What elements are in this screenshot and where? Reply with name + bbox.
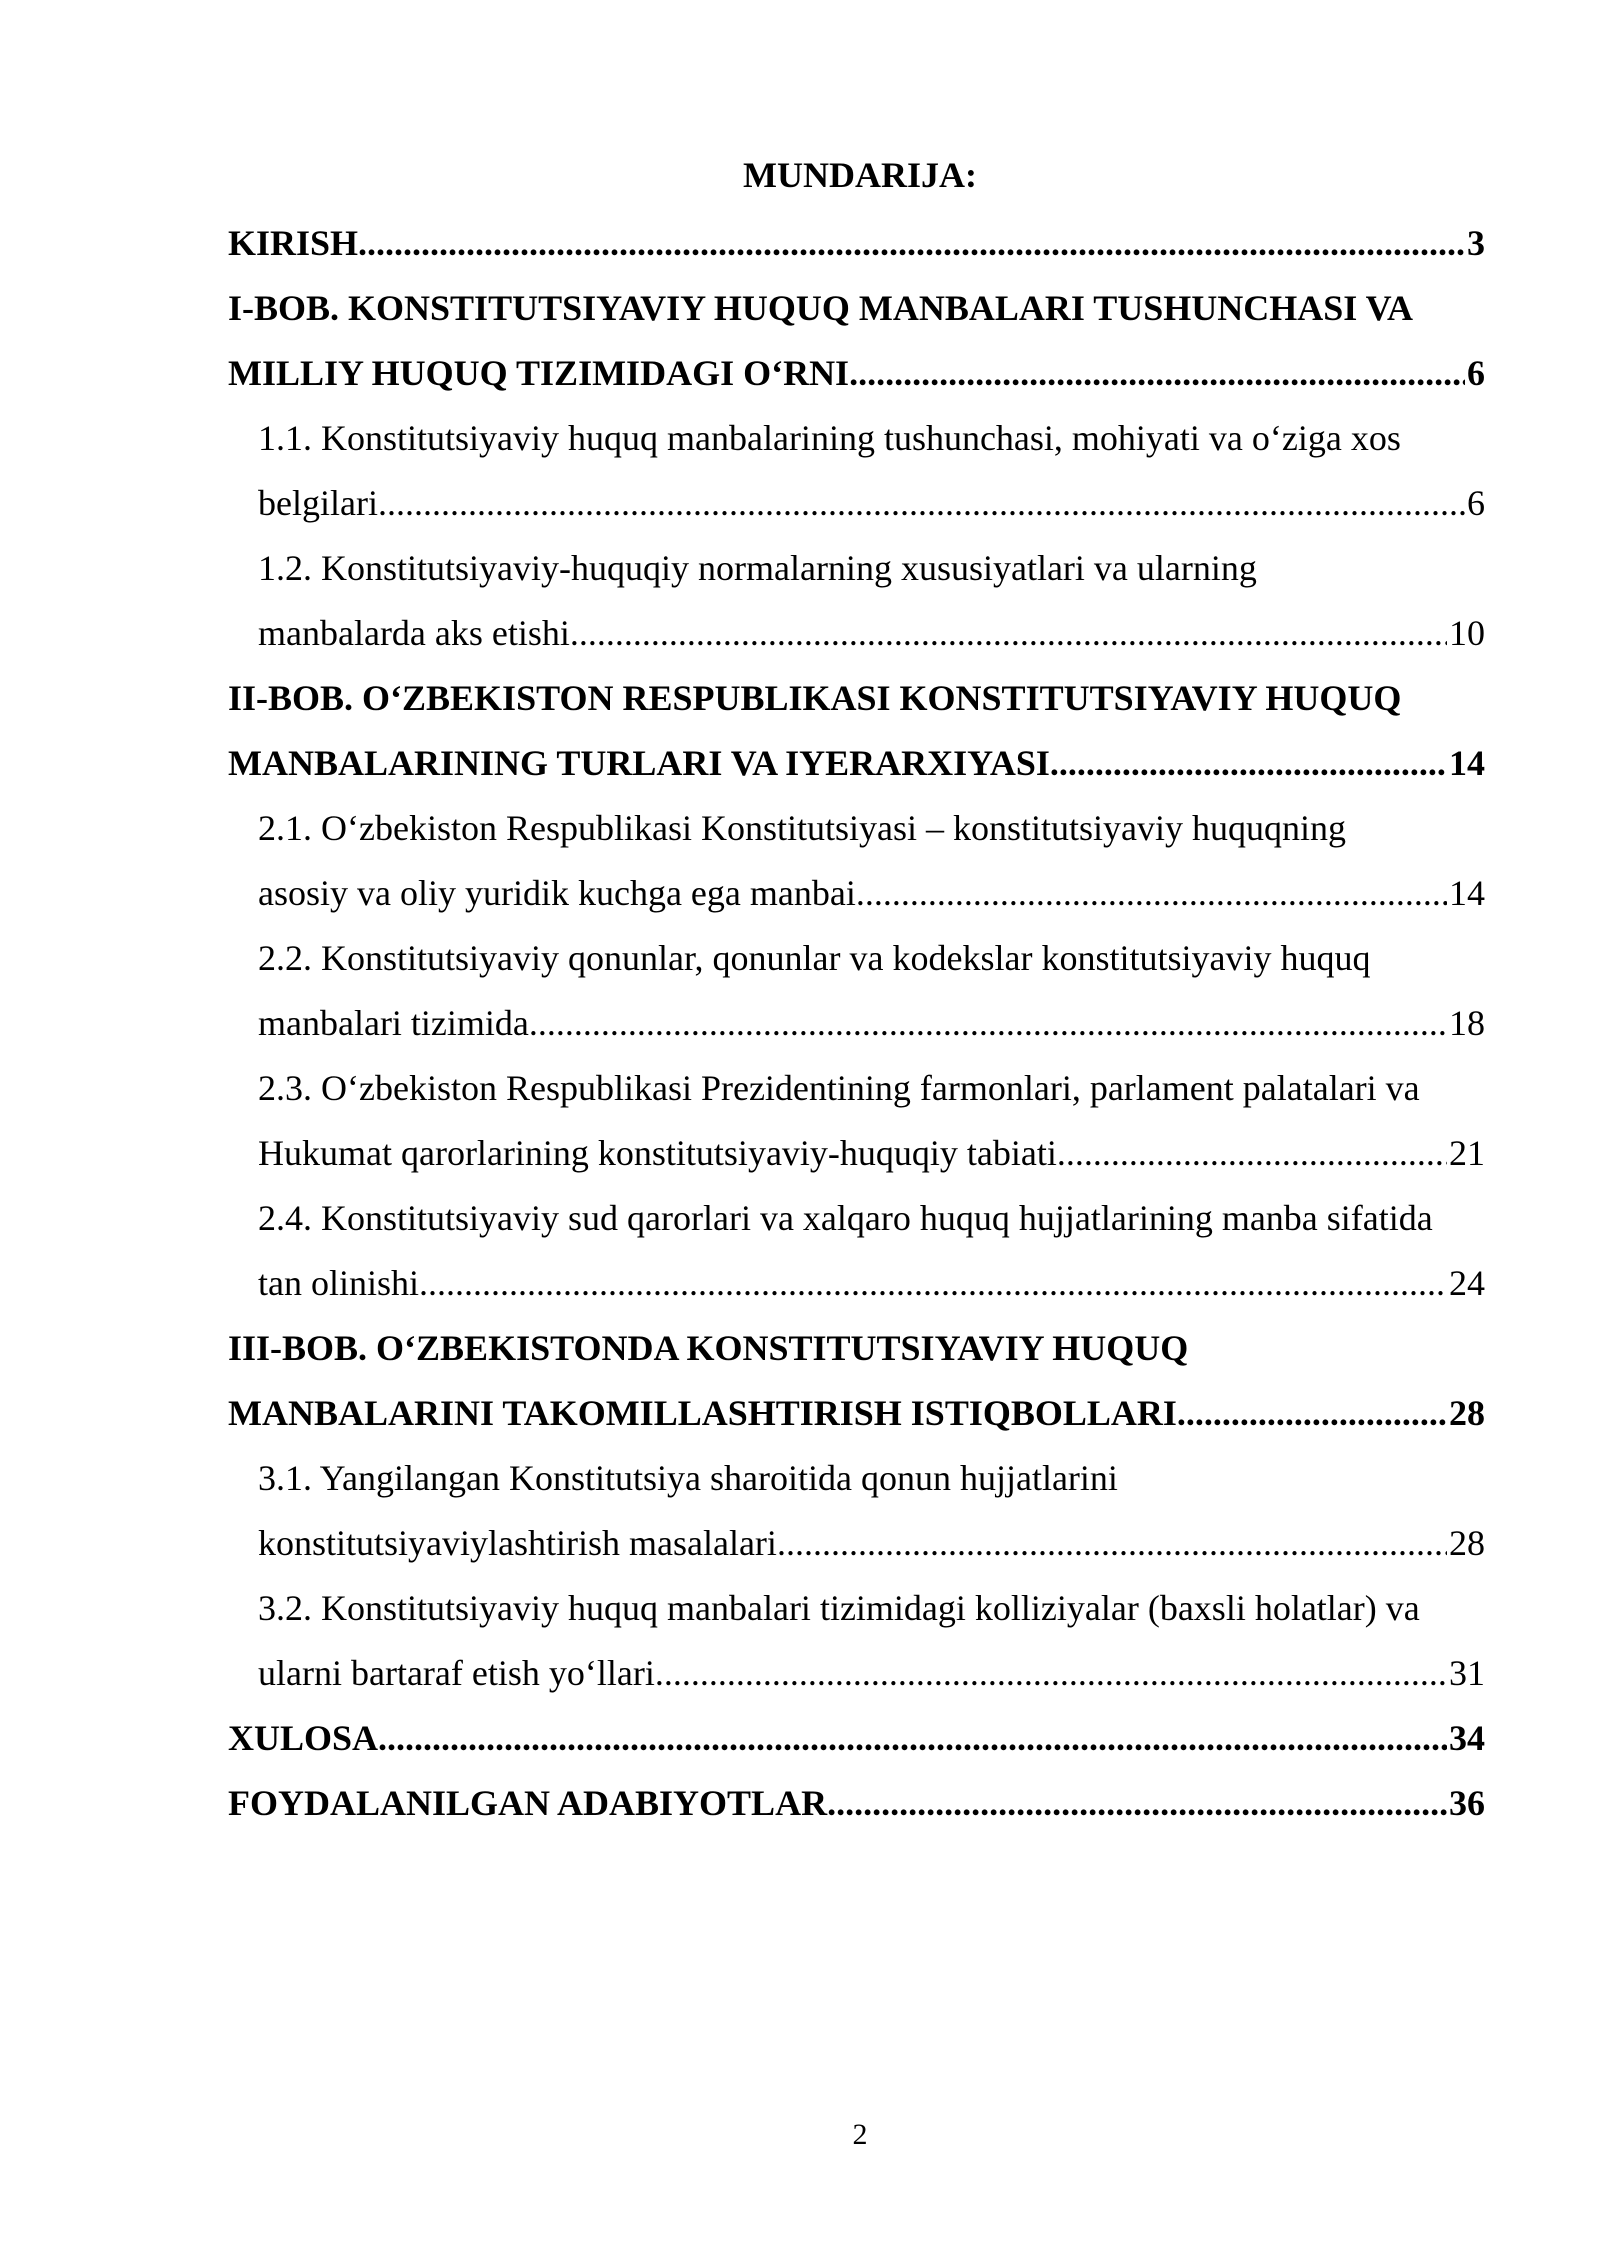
- toc-page-number: 28: [1449, 1523, 1485, 1563]
- toc-entry-last-line: [258, 1121, 1485, 1186]
- toc-section-entry: [228, 926, 1485, 1056]
- toc-entry-title-line: 1.1. Konstitutsiyaviy huquq manbalarining tushunchasi, mohiyati va o‘ziga xos: [258, 418, 1401, 458]
- dot-leader: [1057, 1121, 1447, 1186]
- toc-entry-last-line: [258, 1511, 1485, 1576]
- toc-title: MUNDARIJA:: [743, 155, 977, 195]
- toc-entry-last-line: [228, 731, 1485, 796]
- toc-entry-title-end: ularni bartaraf etish yo‘llari: [258, 1653, 655, 1693]
- toc-page-number: 6: [1467, 353, 1485, 393]
- toc-entry-last-line: [258, 991, 1485, 1056]
- toc-section-entry: [228, 1446, 1485, 1576]
- dot-leader: [777, 1511, 1447, 1576]
- toc-chapter-entry: [228, 211, 1485, 276]
- page-number: 2: [852, 2118, 868, 2151]
- toc-chapter-entry: [228, 1316, 1485, 1446]
- toc-entry-title-line: 2.3. O‘zbekiston Respublikasi Prezidentining farmonlari, parlament palatalari va: [258, 1068, 1420, 1108]
- toc-entry-title-line: 2.2. Konstitutsiyaviy qonunlar, qonunlar va kodekslar konstitutsiyaviy huquq: [258, 938, 1371, 978]
- toc-entry-title-end: KIRISH: [228, 223, 359, 263]
- toc-entry-last-line: [228, 1771, 1485, 1836]
- toc-entry-title-end: MANBALARINING TURLARI VA IYERARXIYASI: [228, 743, 1050, 783]
- toc-entry-last-line: [228, 1381, 1485, 1446]
- toc-entry-title-end: konstitutsiyaviylashtirish masalalari: [258, 1523, 777, 1563]
- toc-entry-last-line: [258, 471, 1485, 536]
- toc-page-number: 36: [1449, 1783, 1485, 1823]
- toc-page-number: 3: [1467, 223, 1485, 263]
- toc-chapter-entry: [228, 1706, 1485, 1771]
- toc-page-number: 14: [1449, 743, 1485, 783]
- toc-page-number: 14: [1449, 873, 1485, 913]
- toc-entry-title-end: XULOSA: [228, 1718, 379, 1758]
- toc-section-entry: [228, 1576, 1485, 1706]
- toc-entry-title-end: MILLIY HUQUQ TIZIMIDAGI O‘RNI: [228, 353, 850, 393]
- toc-entry-last-line: [228, 211, 1485, 276]
- toc-page-number: 34: [1449, 1718, 1485, 1758]
- toc-entry-last-line: [228, 1706, 1485, 1771]
- dot-leader: [378, 471, 1465, 536]
- toc-entry-title-line: 1.2. Konstitutsiyaviy-huquqiy normalarning xususiyatlari va ularning: [258, 548, 1257, 588]
- toc-section-entry: [228, 1056, 1485, 1186]
- toc-entry-title-line: 2.4. Konstitutsiyaviy sud qarorlari va xalqaro huquq hujjatlarining manba sifatida: [258, 1198, 1433, 1238]
- toc-entry-title-line: 3.1. Yangilangan Konstitutsiya sharoitida qonun hujjatlarini: [258, 1458, 1118, 1498]
- toc-entry-title-end: asosiy va oliy yuridik kuchga ega manbai: [258, 873, 856, 913]
- toc-section-entry: [228, 1186, 1485, 1316]
- toc-page-number: 31: [1449, 1653, 1485, 1693]
- toc-page-number: 21: [1449, 1133, 1485, 1173]
- toc-page-number: 28: [1449, 1393, 1485, 1433]
- toc-entry-title-line: III-BOB. O‘ZBEKISTONDA KONSTITUTSIYAVIY HUQUQ: [228, 1328, 1189, 1368]
- table-of-contents: [228, 211, 1485, 1836]
- toc-entry-last-line: [258, 601, 1485, 666]
- toc-entry-title-end: belgilari: [258, 483, 378, 523]
- toc-entry-title-line: 2.1. O‘zbekiston Respublikasi Konstitutsiyasi – konstitutsiyaviy huquqning: [258, 808, 1346, 848]
- dot-leader: [849, 341, 1465, 406]
- toc-entry-title-line: II-BOB. O‘ZBEKISTON RESPUBLIKASI KONSTITUTSIYAVIY HUQUQ: [228, 678, 1402, 718]
- toc-entry-last-line: [258, 1641, 1485, 1706]
- dot-leader: [655, 1641, 1447, 1706]
- toc-entry-last-line: [228, 341, 1485, 406]
- toc-entry-title-end: MANBALARINI TAKOMILLASHTIRISH ISTIQBOLLARI: [228, 1393, 1177, 1433]
- toc-entry-title-end: tan olinishi: [258, 1263, 419, 1303]
- toc-chapter-entry: [228, 666, 1485, 796]
- toc-page-number: 6: [1467, 483, 1485, 523]
- toc-entry-last-line: [258, 1251, 1485, 1316]
- toc-entry-title-end: manbalari tizimida: [258, 1003, 529, 1043]
- toc-section-entry: [228, 536, 1485, 666]
- dot-leader: [1050, 731, 1447, 796]
- dot-leader: [529, 991, 1447, 1056]
- toc-section-entry: [228, 796, 1485, 926]
- dot-leader: [378, 1706, 1447, 1771]
- dot-leader: [827, 1771, 1447, 1836]
- toc-entry-title-line: I-BOB. KONSTITUTSIYAVIY HUQUQ MANBALARI TUSHUNCHASI VA: [228, 288, 1413, 328]
- toc-section-entry: [228, 406, 1485, 536]
- dot-leader: [358, 211, 1465, 276]
- toc-entry-title-end: FOYDALANILGAN ADABIYOTLAR: [228, 1783, 828, 1823]
- dot-leader: [1177, 1381, 1447, 1446]
- toc-entry-title-end: manbalarda aks etishi: [258, 613, 570, 653]
- toc-page-number: 10: [1449, 613, 1485, 653]
- toc-chapter-entry: [228, 276, 1485, 406]
- dot-leader: [419, 1251, 1447, 1316]
- toc-page-number: 24: [1449, 1263, 1485, 1303]
- toc-entry-last-line: [258, 861, 1485, 926]
- toc-entry-title-line: 3.2. Konstitutsiyaviy huquq manbalari tizimidagi kolliziyalar (baxsli holatlar) va: [258, 1588, 1420, 1628]
- toc-page-number: 18: [1449, 1003, 1485, 1043]
- toc-chapter-entry: [228, 1771, 1485, 1836]
- dot-leader: [570, 601, 1447, 666]
- toc-entry-title-end: Hukumat qarorlarining konstitutsiyaviy-huquqiy tabiati: [258, 1133, 1057, 1173]
- dot-leader: [856, 861, 1447, 926]
